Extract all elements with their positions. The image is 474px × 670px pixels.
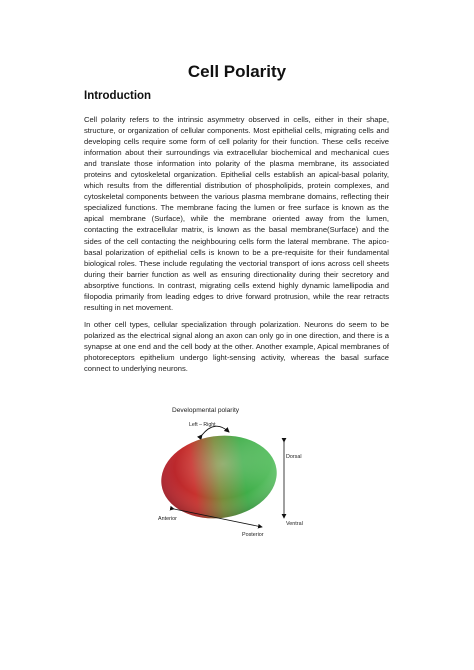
paragraph-introduction: Cell polarity refers to the intrinsic asymmetry observed in cells, either in their shape, structure, or organization of cellular components. Most epithelial cells, migrating cells and developing cells require some form of cell polarity for their function. These cells receive information about their surroundings via extracellular biochemical and mechanical cues and translate those information into polarity of the plasma membrane, its associated proteins and cytoskeletal organization. Epithelial cells establish an apical-basal polarity, which results from the differential distribution of phospholipids, protein complexes, and cytoskeletal components between the various plasma membrane domains, reflecting their specialized functions. The membrane facing the lumen or free surface is known as the apical membrane (Surface), while the membrane oriented away from the lumen, contacting the extracellular matrix, is known as the basal membrane(Surface) and the sides of the cell contacting the neighbouring cells form the lateral membrane. The apico-basal polarization of epithelial cells is known to be a pre-requisite for their fundamental biological roles. These include regulating the vectorial transport of ions across cell sheets during their barrier function as well as ensuring directionality during their secretory and absorptive functions. In contrast, migrating cells extend highly dynamic lamellipodia and filopodia primarily from leading edges to drive forward protrusion, while the rear retracts resulting in net movement.	[84, 115, 389, 312]
figure-title: Developmental polarity	[172, 407, 240, 414]
left-right-label: Left – Right	[189, 422, 216, 428]
posterior-label: Posterior	[242, 532, 264, 538]
anterior-label: Anterior	[158, 516, 177, 522]
ventral-label: Ventral	[286, 521, 303, 527]
section-heading: Introduction	[84, 90, 152, 102]
cell-shading	[156, 428, 282, 525]
dorsal-label: Dorsal	[286, 454, 302, 460]
paragraph-other-cell-types: In other cell types, cellular specialization through polarization. Neurons do seem to be polarized as the electrical signal along an axon can only go in one direction, and there is a synapse at one end and the cell body at the other. Another example, Apical membranes of photoreceptors epithelium undergo light-sensing activity, whereas the basal surface connect to underlying neurons.	[84, 320, 389, 374]
developmental-polarity-figure	[150, 402, 320, 542]
page-title: Cell Polarity	[187, 62, 287, 81]
